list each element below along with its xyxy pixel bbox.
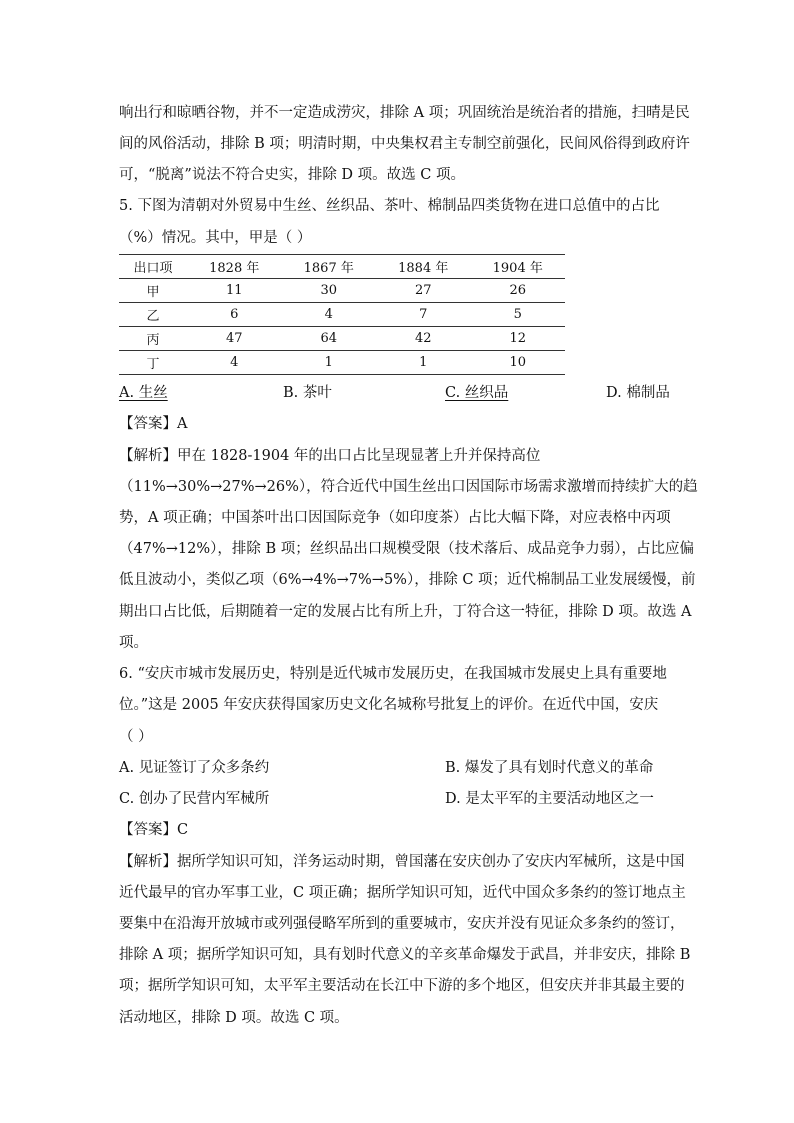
table-cell: 乙 <box>119 303 187 327</box>
table-cell: 4 <box>187 351 282 375</box>
answer-label: 【答案】C <box>119 822 189 838</box>
question-5-stem: 5. 下图为清朝对外贸易中生丝、丝织品、茶叶、棉制品四类货物在进口总值中的占比 <box>119 198 660 214</box>
table-row <box>119 351 565 375</box>
table-header-row <box>119 255 565 279</box>
option-c: C. 丝织品 <box>445 385 509 401</box>
table-cell: 12 <box>471 327 566 351</box>
analysis-line: 要集中在沿海开放城市或列强侵略军所到的重要城市，安庆并没有见证众多条约的签订， <box>119 916 685 932</box>
table-cell: 丁 <box>119 351 187 375</box>
analysis-line: 活动地区，排除 D 项。故选 C 项。 <box>119 1010 349 1026</box>
option-d: D. 是太平军的主要活动地区之一 <box>445 791 654 807</box>
table-cell: 42 <box>376 327 471 351</box>
analysis-line: 近代最早的官办军事工业，C 项正确；据所学知识可知，近代中国众多条约的签订地点主 <box>119 885 686 901</box>
option-b: B. 爆发了具有划时代意义的革命 <box>445 760 654 776</box>
table-cell: 5 <box>471 303 566 327</box>
table-row <box>119 327 565 351</box>
analysis-line: 排除 A 项；据所学知识可知，具有划时代意义的辛亥革命爆发于武昌，并非安庆，排除 B <box>119 947 691 963</box>
table-cell: 27 <box>376 279 471 303</box>
analysis-line: 势，A 项正确；中国茶叶出口因国际竞争（如印度茶）占比大幅下降，对应表格中丙项 <box>119 510 671 526</box>
table-header: 出口项 <box>119 255 187 279</box>
analysis-line: （11%→30%→27%→26%），符合近代中国生丝出口因国际市场需求激增而持续扩大的趋 <box>119 479 698 495</box>
table-cell: 30 <box>282 279 377 303</box>
analysis-line: 项；据所学知识可知，太平军主要活动在长江中下游的多个地区，但安庆并非其最主要的 <box>119 978 685 994</box>
table-header: 1884 年 <box>376 255 471 279</box>
option-a: A. 见证签订了众多条约 <box>119 760 270 776</box>
analysis-line: （47%→12%），排除 B 项；丝织品出口规模受限（技术落后、成品竞争力弱），占比应偏 <box>119 541 694 557</box>
option-b: B. 茶叶 <box>283 385 332 401</box>
analysis-line: 【解析】据所学知识可知，洋务运动时期，曾国藩在安庆创办了安庆内军械所，这是中国 <box>119 854 685 870</box>
question-5-stem: （%）情况。其中，甲是（ ） <box>119 230 312 246</box>
text-line: 可，“脱离”说法不符合史实，排除 D 项。故选 C 项。 <box>119 167 465 183</box>
question-6-stem: （ ） <box>119 729 153 745</box>
analysis-line: 低且波动小，类似乙项（6%→4%→7%→5%），排除 C 项；近代棉制品工业发展缓慢，前 <box>119 572 696 588</box>
question-6-stem: 位。”这是 2005 年安庆获得国家历史文化名城称号批复上的评价。在近代中国，安庆 <box>119 697 659 713</box>
option-c: C. 创办了民营内军械所 <box>119 791 270 807</box>
text-line: 间的风俗活动，排除 B 项；明清时期，中央集权君主专制空前强化，民间风俗得到政府许 <box>119 136 690 152</box>
table-row <box>119 279 565 303</box>
table-cell: 10 <box>471 351 566 375</box>
table-header: 1867 年 <box>282 255 377 279</box>
table-cell: 47 <box>187 327 282 351</box>
table-header: 1828 年 <box>187 255 282 279</box>
analysis-line: 期出口占比低，后期随着一定的发展占比有所上升，丁符合这一特征，排除 D 项。故选 A <box>119 604 692 620</box>
table-header: 1904 年 <box>471 255 566 279</box>
option-a: A. 生丝 <box>119 385 168 401</box>
table-cell: 4 <box>282 303 377 327</box>
table-cell: 1 <box>282 351 377 375</box>
analysis-line: 【解析】甲在 1828-1904 年的出口占比呈现显著上升并保持高位 <box>119 448 541 464</box>
table-cell: 26 <box>471 279 566 303</box>
table-cell: 1 <box>376 351 471 375</box>
question-6-stem: 6. “安庆市城市发展历史，特别是近代城市发展历史，在我国城市发展史上具有重要地 <box>119 666 667 682</box>
table-cell: 甲 <box>119 279 187 303</box>
export-share-table <box>119 254 565 375</box>
option-d: D. 棉制品 <box>606 385 670 401</box>
table-cell: 6 <box>187 303 282 327</box>
table-row <box>119 303 565 327</box>
answer-label: 【答案】A <box>119 416 188 432</box>
table-cell: 64 <box>282 327 377 351</box>
analysis-line: 项。 <box>119 635 148 651</box>
table-cell: 11 <box>187 279 282 303</box>
table-cell: 7 <box>376 303 471 327</box>
text-line: 响出行和晾晒谷物，并不一定造成涝灾，排除 A 项；巩固统治是统治者的措施，扫晴是民 <box>119 105 690 121</box>
table-cell: 丙 <box>119 327 187 351</box>
